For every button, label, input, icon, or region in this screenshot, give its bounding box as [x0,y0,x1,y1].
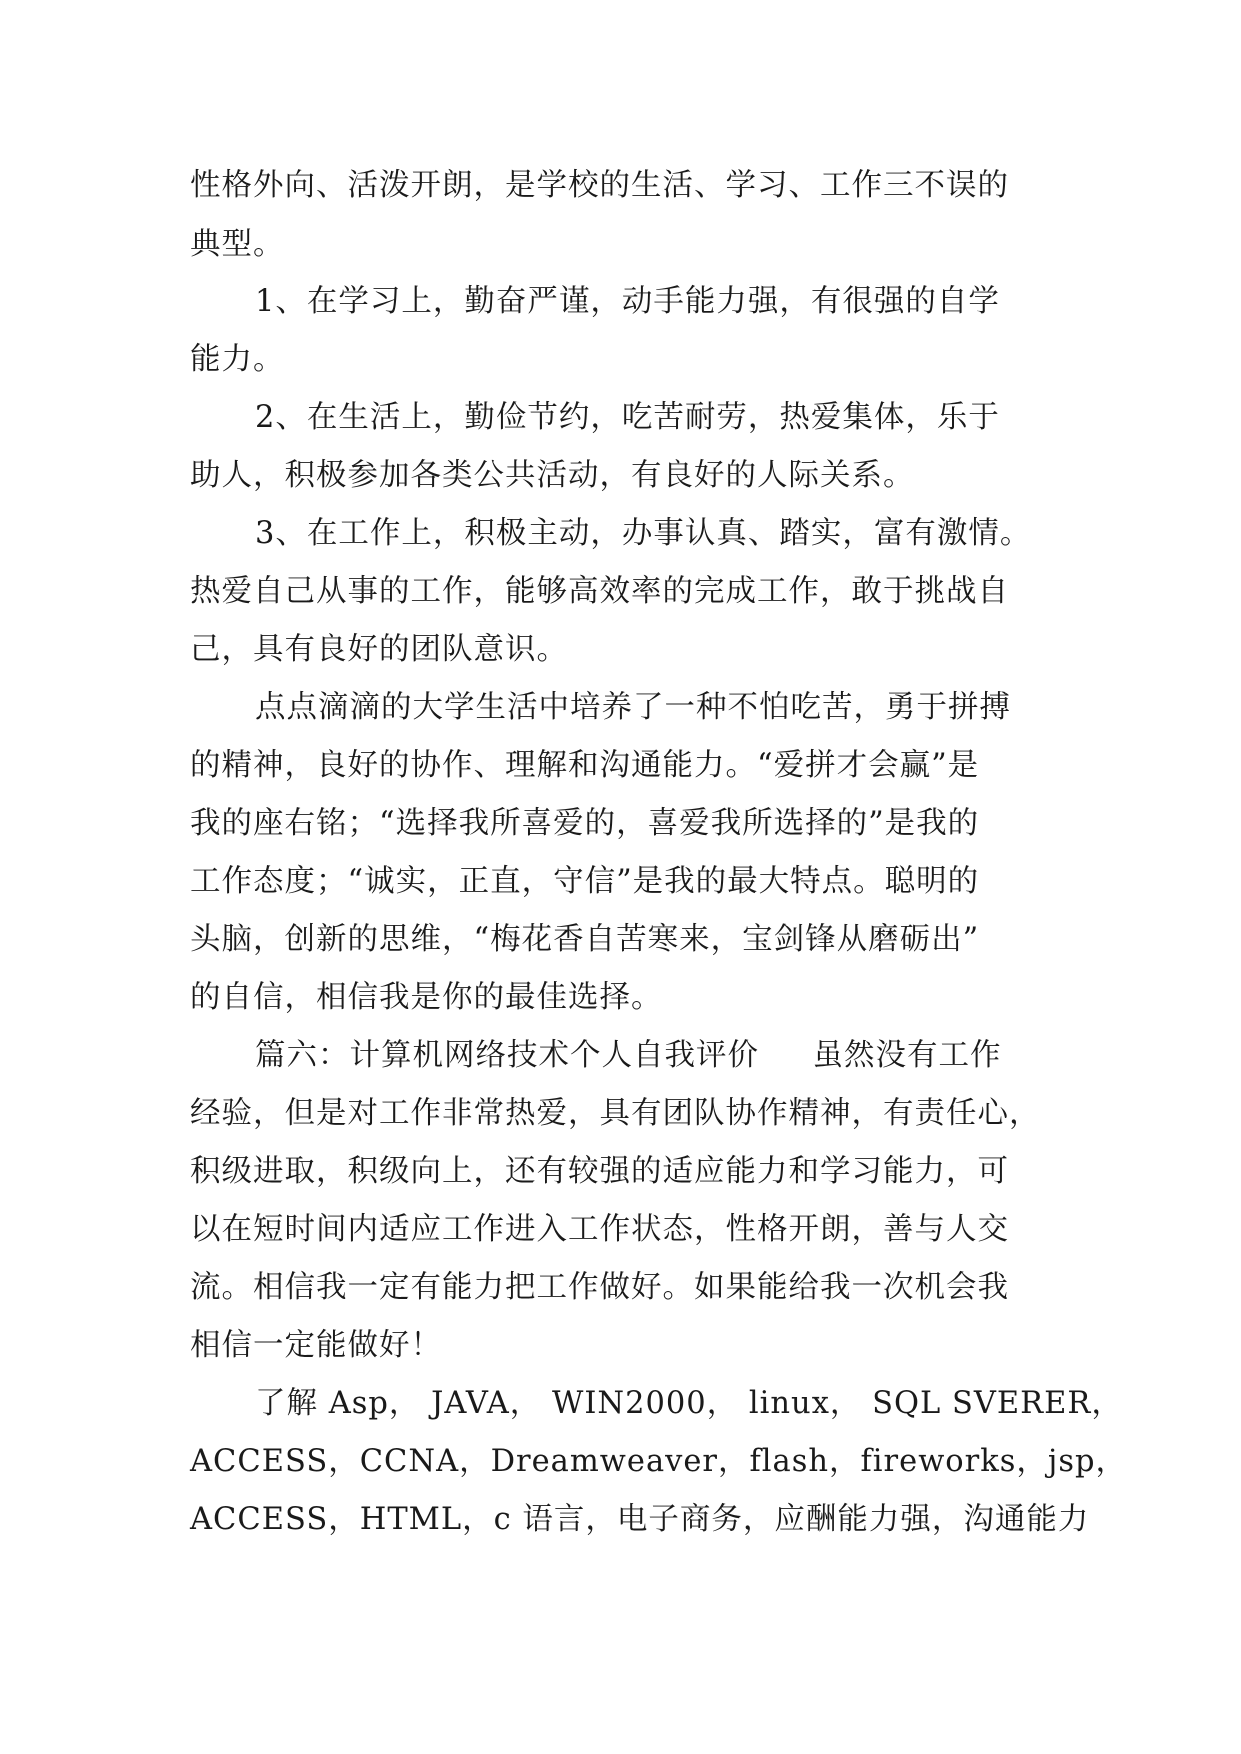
text-line: ACCESS，CCNA，Dreamweaver，flash，fireworks，jsp， [190,1444,1128,1479]
text-line: 性格外向、活泼开朗，是学校的生活、学习、工作三不误的 [190,168,1009,203]
text-line: 头脑，创新的思维，“梅花香自苦寒来，宝剑锋从磨砺出” [190,922,980,957]
text-line: 相信一定能做好！ [190,1328,442,1363]
text-line: 以在短时间内适应工作进入工作状态，性格开朗，善与人交 [190,1212,1009,1247]
text-line: 热爱自己从事的工作，能够高效率的完成工作，敢于挑战自 [190,574,1009,609]
text-line: 的精神，良好的协作、理解和沟通能力。“爱拼才会赢”是 [190,748,980,783]
text-line: ACCESS，HTML，c 语言，电子商务，应酬能力强，沟通能力 [190,1502,1090,1537]
text-line: 己，具有良好的团队意识。 [190,632,568,667]
text-line: 经验，但是对工作非常热爱，具有团队协作精神，有责任心， [190,1096,1041,1131]
text-line: 助人，积极参加各类公共活动，有良好的人际关系。 [190,458,915,493]
text-line: 2、在生活上，勤俭节约，吃苦耐劳，热爱集体，乐于 [255,400,1000,435]
text-line: 流。相信我一定有能力把工作做好。如果能给我一次机会我 [190,1270,1009,1305]
text-line: 的自信，相信我是你的最佳选择。 [190,980,663,1015]
text-line: 了解 Asp， JAVA， WIN2000， linux， SQL SVERER， [255,1386,1123,1421]
text-line: 1、在学习上，勤奋严谨，动手能力强，有很强的自学 [255,284,1000,319]
text-line: 3、在工作上，积极主动，办事认真、踏实，富有激情。 [255,516,1032,551]
text-line: 我的座右铭；“选择我所喜爱的，喜爱我所选择的”是我的 [190,806,980,841]
text-line: 篇六：计算机网络技术个人自我评价 虽然没有工作 [255,1038,1002,1073]
text-line: 典型。 [190,227,285,262]
text-line: 能力。 [190,342,285,377]
text-line: 积级进取，积级向上，还有较强的适应能力和学习能力，可 [190,1154,1009,1189]
text-line: 工作态度；“诚实，正直，守信”是我的最大特点。聪明的 [190,864,980,899]
text-line: 点点滴滴的大学生活中培养了一种不怕吃苦，勇于拼搏 [255,690,1011,725]
